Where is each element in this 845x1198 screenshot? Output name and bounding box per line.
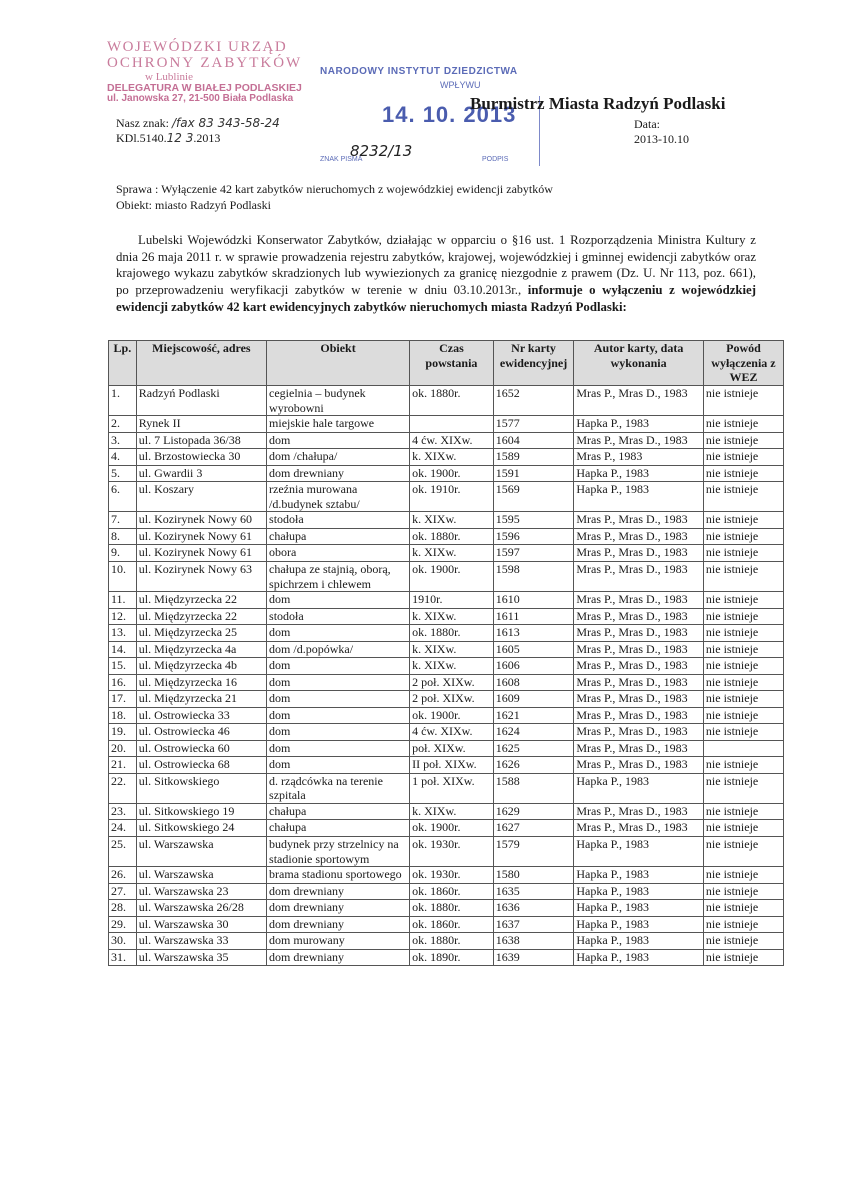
cell-lp: 11. — [109, 592, 137, 609]
cell-time: ok. 1880r. — [410, 625, 494, 642]
cell-author: Mras P., Mras D., 1983 — [574, 691, 704, 708]
received-stamp-footer — [320, 156, 508, 163]
cell-reason: nie istnieje — [703, 900, 783, 917]
cell-reason: nie istnieje — [703, 883, 783, 900]
table-row — [109, 625, 784, 642]
cell-address: ul. Ostrowiecka 33 — [136, 707, 266, 724]
cell-author: Mras P., Mras D., 1983 — [574, 432, 704, 449]
cell-time: ok. 1900r. — [410, 820, 494, 837]
date-label: Data: — [634, 117, 660, 131]
table-header-row — [109, 341, 784, 386]
cell-object: dom — [267, 724, 410, 741]
cell-card-number: 1605 — [493, 641, 574, 658]
cell-reason: nie istnieje — [703, 432, 783, 449]
cell-time: 1910r. — [410, 592, 494, 609]
cell-time: ok. 1860r. — [410, 883, 494, 900]
cell-reason: nie istnieje — [703, 608, 783, 625]
cell-reason: nie istnieje — [703, 803, 783, 820]
cell-reason: nie istnieje — [703, 691, 783, 708]
subject-line: Sprawa : Wyłączenie 42 kart zabytków nieruchomych z wojewódzkiej ewidencji zabytków — [116, 182, 553, 196]
table-row — [109, 545, 784, 562]
cell-author: Mras P., Mras D., 1983 — [574, 592, 704, 609]
cell-lp: 20. — [109, 740, 137, 757]
cell-lp: 3. — [109, 432, 137, 449]
our-reference-value: /fax 83 343-58-24 — [171, 116, 280, 130]
cell-reason: nie istnieje — [703, 561, 783, 591]
cell-address: ul. Międzyrzecka 4a — [136, 641, 266, 658]
cell-author: Hapka P., 1983 — [574, 867, 704, 884]
table-row — [109, 773, 784, 803]
cell-object: dom drewniany — [267, 883, 410, 900]
cell-object: rzeźnia murowana /d.budynek sztabu/ — [267, 482, 410, 512]
cell-lp: 8. — [109, 528, 137, 545]
table-row — [109, 916, 784, 933]
cell-reason: nie istnieje — [703, 416, 783, 433]
case-handwritten: 12 3 — [166, 131, 194, 145]
header-author: Autor karty, data wykonania — [574, 341, 704, 386]
cell-object: stodoła — [267, 512, 410, 529]
case-number — [116, 131, 280, 146]
cell-lp: 29. — [109, 916, 137, 933]
cell-object: dom drewniany — [267, 949, 410, 966]
cell-lp: 19. — [109, 724, 137, 741]
cell-author: Mras P., Mras D., 1983 — [574, 658, 704, 675]
cell-lp: 23. — [109, 803, 137, 820]
cell-author: Mras P., Mras D., 1983 — [574, 561, 704, 591]
reference-block — [116, 116, 280, 146]
cell-lp: 27. — [109, 883, 137, 900]
table-row — [109, 449, 784, 466]
cell-lp: 12. — [109, 608, 137, 625]
cell-reason: nie istnieje — [703, 933, 783, 950]
cell-lp: 25. — [109, 836, 137, 866]
cell-address: ul. Ostrowiecka 46 — [136, 724, 266, 741]
cell-author: Mras P., Mras D., 1983 — [574, 641, 704, 658]
cell-lp: 16. — [109, 674, 137, 691]
cell-time: 1 poł. XIXw. — [410, 773, 494, 803]
cell-reason: nie istnieje — [703, 512, 783, 529]
cell-reason: nie istnieje — [703, 674, 783, 691]
cell-reason: nie istnieje — [703, 528, 783, 545]
cell-address: Radzyń Podlaski — [136, 385, 266, 415]
cell-card-number: 1569 — [493, 482, 574, 512]
cell-card-number: 1591 — [493, 465, 574, 482]
cell-reason: nie istnieje — [703, 707, 783, 724]
office-stamp — [107, 40, 337, 105]
table-row — [109, 707, 784, 724]
cell-time: ok. 1900r. — [410, 707, 494, 724]
cell-time: 4 ćw. XIXw. — [410, 432, 494, 449]
header-card-number: Nr karty ewidencyjnej — [493, 341, 574, 386]
subject-block — [116, 182, 553, 213]
cell-reason: nie istnieje — [703, 465, 783, 482]
cell-author: Mras P., Mras D., 1983 — [574, 803, 704, 820]
cell-reason: nie istnieje — [703, 641, 783, 658]
table-row — [109, 608, 784, 625]
cell-address: ul. Kozirynek Nowy 63 — [136, 561, 266, 591]
table-row — [109, 592, 784, 609]
table-row — [109, 867, 784, 884]
cell-object: dom /chałupa/ — [267, 449, 410, 466]
cell-time: ok. 1880r. — [410, 528, 494, 545]
cell-address: ul. Warszawska 26/28 — [136, 900, 266, 917]
cell-object: dom — [267, 757, 410, 774]
case-prefix: KDl.5140. — [116, 131, 167, 145]
cell-lp: 2. — [109, 416, 137, 433]
cell-object: dom drewniany — [267, 465, 410, 482]
cell-object: dom /d.popówka/ — [267, 641, 410, 658]
cell-card-number: 1638 — [493, 933, 574, 950]
cell-object: dom — [267, 432, 410, 449]
cell-lp: 15. — [109, 658, 137, 675]
cell-time: k. XIXw. — [410, 449, 494, 466]
stamp-line-3: w Lublinie — [145, 70, 193, 83]
date-value: 2013-10.10 — [634, 132, 689, 146]
table-row — [109, 465, 784, 482]
table-row — [109, 658, 784, 675]
cell-card-number: 1595 — [493, 512, 574, 529]
cell-card-number: 1598 — [493, 561, 574, 591]
cell-lp: 13. — [109, 625, 137, 642]
received-date: 14. 10. 2013 — [382, 102, 517, 127]
cell-address: Rynek II — [136, 416, 266, 433]
table-row — [109, 691, 784, 708]
cell-reason: nie istnieje — [703, 658, 783, 675]
cell-reason: nie istnieje — [703, 867, 783, 884]
cell-author: Mras P., Mras D., 1983 — [574, 625, 704, 642]
cell-object: dom — [267, 707, 410, 724]
cell-address: ul. Ostrowiecka 68 — [136, 757, 266, 774]
body-text: Lubelski Wojewódzki Konserwator Zabytków, działając w opparciu o §16 ust. 1 Rozporządzenia Ministra Kultury z dnia 26 maja 2011 r. w sprawie prowadzenia rejestru zabytków, krajowej, wojewódzkiej i gminnej ewidencji zabytków oraz krajowego wykazu zabytków skradzionych lub wywiezionych za granicę niezgodnie z prawem (Dz. U. Nr 113, poz. 661), po przeprowadzeniu weryfikacji zabytków w terenie w dniu 03.10.2013r., — [116, 233, 756, 297]
table-row — [109, 820, 784, 837]
cell-object: miejskie hale targowe — [267, 416, 410, 433]
cell-lp: 26. — [109, 867, 137, 884]
cell-address: ul. Sitkowskiego — [136, 773, 266, 803]
cell-address: ul. Warszawska 33 — [136, 933, 266, 950]
cell-reason: nie istnieje — [703, 949, 783, 966]
table-row — [109, 949, 784, 966]
cell-address: ul. Międzyrzecka 22 — [136, 608, 266, 625]
received-stamp — [320, 56, 542, 172]
our-reference-label: Nasz znak: — [116, 116, 169, 130]
cell-author: Mras P., Mras D., 1983 — [574, 674, 704, 691]
cell-object: dom — [267, 592, 410, 609]
cell-address: ul. Międzyrzecka 16 — [136, 674, 266, 691]
cell-author: Hapka P., 1983 — [574, 465, 704, 482]
cell-card-number: 1580 — [493, 867, 574, 884]
cell-object: obora — [267, 545, 410, 562]
table-row — [109, 641, 784, 658]
cell-address: ul. Kozirynek Nowy 61 — [136, 545, 266, 562]
table-row — [109, 674, 784, 691]
case-suffix: .2013 — [193, 131, 221, 145]
cell-lp: 30. — [109, 933, 137, 950]
body-paragraph — [116, 232, 756, 315]
cell-address: ul. Warszawska — [136, 836, 266, 866]
cell-object: dom drewniany — [267, 900, 410, 917]
header-time: Czas powstania — [410, 341, 494, 386]
cell-author: Mras P., Mras D., 1983 — [574, 724, 704, 741]
cell-time: k. XIXw. — [410, 641, 494, 658]
cell-card-number: 1624 — [493, 724, 574, 741]
cell-address: ul. 7 Listopada 36/38 — [136, 432, 266, 449]
cell-author: Mras P., 1983 — [574, 449, 704, 466]
cell-address: ul. Gwardii 3 — [136, 465, 266, 482]
cell-address: ul. Międzyrzecka 21 — [136, 691, 266, 708]
cell-time: k. XIXw. — [410, 658, 494, 675]
table-row — [109, 528, 784, 545]
cell-author: Mras P., Mras D., 1983 — [574, 385, 704, 415]
cell-time — [410, 416, 494, 433]
cell-object: dom — [267, 625, 410, 642]
header-object: Obiekt — [267, 341, 410, 386]
cell-reason: nie istnieje — [703, 724, 783, 741]
cell-time: poł. XIXw. — [410, 740, 494, 757]
cell-lp: 24. — [109, 820, 137, 837]
table-row — [109, 512, 784, 529]
cell-lp: 10. — [109, 561, 137, 591]
cell-time: ok. 1880r. — [410, 900, 494, 917]
stamp-line-5: ul. Janowska 27, 21-500 Biała Podlaska — [107, 93, 294, 105]
cell-time: k. XIXw. — [410, 512, 494, 529]
cell-card-number: 1608 — [493, 674, 574, 691]
cell-lp: 28. — [109, 900, 137, 917]
cell-lp: 5. — [109, 465, 137, 482]
cell-time: ok. 1880r. — [410, 933, 494, 950]
cell-card-number: 1577 — [493, 416, 574, 433]
cell-object: dom — [267, 658, 410, 675]
cell-address: ul. Warszawska — [136, 867, 266, 884]
cell-reason — [703, 740, 783, 757]
cell-address: ul. Sitkowskiego 24 — [136, 820, 266, 837]
cell-time: ok. 1900r. — [410, 561, 494, 591]
cell-card-number: 1626 — [493, 757, 574, 774]
cell-author: Mras P., Mras D., 1983 — [574, 740, 704, 757]
cell-reason: nie istnieje — [703, 449, 783, 466]
table-row — [109, 900, 784, 917]
cell-card-number: 1637 — [493, 916, 574, 933]
cell-author: Hapka P., 1983 — [574, 949, 704, 966]
cell-lp: 22. — [109, 773, 137, 803]
cell-author: Mras P., Mras D., 1983 — [574, 757, 704, 774]
cell-lp: 7. — [109, 512, 137, 529]
cell-author: Mras P., Mras D., 1983 — [574, 512, 704, 529]
cell-address: ul. Międzyrzecka 25 — [136, 625, 266, 642]
cell-lp: 17. — [109, 691, 137, 708]
cell-object: dom — [267, 674, 410, 691]
cell-card-number: 1613 — [493, 625, 574, 642]
cell-card-number: 1652 — [493, 385, 574, 415]
cell-card-number: 1609 — [493, 691, 574, 708]
cell-time: ok. 1890r. — [410, 949, 494, 966]
table-row — [109, 482, 784, 512]
cell-reason: nie istnieje — [703, 820, 783, 837]
header-reason: Powód wyłączenia z WEZ — [703, 341, 783, 386]
cell-author: Hapka P., 1983 — [574, 836, 704, 866]
cell-card-number: 1604 — [493, 432, 574, 449]
monuments-table — [108, 340, 784, 966]
stamp-line-2: OCHRONY ZABYTKÓW — [107, 54, 303, 71]
table-row — [109, 836, 784, 866]
table-row — [109, 740, 784, 757]
cell-object: cegielnia – budynek wyrobowni — [267, 385, 410, 415]
cell-object: d. rządcówka na terenie szpitala — [267, 773, 410, 803]
cell-card-number: 1611 — [493, 608, 574, 625]
cell-address: ul. Kozirynek Nowy 60 — [136, 512, 266, 529]
table-row — [109, 385, 784, 415]
cell-reason: nie istnieje — [703, 836, 783, 866]
recipient: Burmistrz Miasta Radzyń Podlaski — [470, 94, 726, 113]
cell-author: Mras P., Mras D., 1983 — [574, 820, 704, 837]
table-row — [109, 561, 784, 591]
cell-object: budynek przy strzelnicy na stadionie sportowym — [267, 836, 410, 866]
cell-author: Hapka P., 1983 — [574, 482, 704, 512]
cell-card-number: 1597 — [493, 545, 574, 562]
table-row — [109, 416, 784, 433]
cell-time: k. XIXw. — [410, 803, 494, 820]
cell-reason: nie istnieje — [703, 385, 783, 415]
cell-card-number: 1629 — [493, 803, 574, 820]
received-stamp-subheader: WPŁYWU — [440, 80, 481, 90]
cell-author: Hapka P., 1983 — [574, 900, 704, 917]
cell-time: ok. 1930r. — [410, 836, 494, 866]
cell-time: 4 ćw. XIXw. — [410, 724, 494, 741]
cell-lp: 9. — [109, 545, 137, 562]
cell-time: ok. 1900r. — [410, 465, 494, 482]
cell-object: dom drewniany — [267, 916, 410, 933]
table-row — [109, 933, 784, 950]
cell-author: Hapka P., 1983 — [574, 883, 704, 900]
cell-card-number: 1639 — [493, 949, 574, 966]
table-row — [109, 803, 784, 820]
cell-lp: 21. — [109, 757, 137, 774]
cell-author: Hapka P., 1983 — [574, 933, 704, 950]
cell-card-number: 1635 — [493, 883, 574, 900]
header-lp: Lp. — [109, 341, 137, 386]
cell-card-number: 1627 — [493, 820, 574, 837]
cell-object: stodoła — [267, 608, 410, 625]
cell-card-number: 1588 — [493, 773, 574, 803]
cell-author: Hapka P., 1983 — [574, 773, 704, 803]
received-signature-label: PODPIS — [481, 156, 509, 163]
cell-time: 2 poł. XIXw. — [410, 691, 494, 708]
stamp-line-4: DELEGATURA W BIAŁEJ PODLASKIEJ — [107, 82, 302, 95]
cell-lp: 4. — [109, 449, 137, 466]
received-stamp-header: NARODOWY INSTYTUT DZIEDZICTWA — [320, 66, 518, 77]
cell-author: Mras P., Mras D., 1983 — [574, 608, 704, 625]
cell-lp: 18. — [109, 707, 137, 724]
cell-address: ul. Brzostowiecka 30 — [136, 449, 266, 466]
cell-reason: nie istnieje — [703, 773, 783, 803]
cell-address: ul. Międzyrzecka 4b — [136, 658, 266, 675]
cell-reason: nie istnieje — [703, 916, 783, 933]
received-znak-label: ZNAK PISMA — [320, 156, 363, 163]
cell-author: Hapka P., 1983 — [574, 416, 704, 433]
cell-time: ok. 1930r. — [410, 867, 494, 884]
header-address: Miejscowość, adres — [136, 341, 266, 386]
cell-address: ul. Kozirynek Nowy 61 — [136, 528, 266, 545]
stamp-line-1: WOJEWÓDZKI URZĄD — [107, 39, 288, 55]
cell-card-number: 1610 — [493, 592, 574, 609]
cell-lp: 1. — [109, 385, 137, 415]
cell-lp: 14. — [109, 641, 137, 658]
cell-reason: nie istnieje — [703, 757, 783, 774]
cell-object: dom — [267, 740, 410, 757]
cell-time: 2 poł. XIXw. — [410, 674, 494, 691]
cell-author: Hapka P., 1983 — [574, 916, 704, 933]
cell-author: Mras P., Mras D., 1983 — [574, 528, 704, 545]
cell-reason: nie istnieje — [703, 545, 783, 562]
cell-reason: nie istnieje — [703, 625, 783, 642]
cell-address: ul. Ostrowiecka 60 — [136, 740, 266, 757]
received-hand-number: 8232/13 — [350, 142, 413, 160]
table-row — [109, 432, 784, 449]
cell-address: ul. Sitkowskiego 19 — [136, 803, 266, 820]
cell-object: brama stadionu sportowego — [267, 867, 410, 884]
cell-time: ok. 1860r. — [410, 916, 494, 933]
cell-reason: nie istnieje — [703, 482, 783, 512]
cell-time: ok. 1910r. — [410, 482, 494, 512]
body-bold-text: informuje o wyłączeniu z wojewódzkiej ewidencji zabytków 42 kart ewidencyjnych zabytków nieruchomych miasta Radzyń Podlaski: — [116, 282, 756, 314]
cell-object: dom murowany — [267, 933, 410, 950]
cell-card-number: 1589 — [493, 449, 574, 466]
cell-object: chałupa — [267, 820, 410, 837]
cell-card-number: 1596 — [493, 528, 574, 545]
cell-address: ul. Koszary — [136, 482, 266, 512]
cell-object: chałupa ze stajnią, oborą, spichrzem i chlewem — [267, 561, 410, 591]
cell-address: ul. Warszawska 23 — [136, 883, 266, 900]
cell-address: ul. Warszawska 30 — [136, 916, 266, 933]
cell-author: Mras P., Mras D., 1983 — [574, 707, 704, 724]
cell-author: Mras P., Mras D., 1983 — [574, 545, 704, 562]
our-reference — [116, 116, 280, 131]
cell-time: k. XIXw. — [410, 545, 494, 562]
cell-time: k. XIXw. — [410, 608, 494, 625]
cell-time: ok. 1880r. — [410, 385, 494, 415]
cell-card-number: 1606 — [493, 658, 574, 675]
cell-card-number: 1625 — [493, 740, 574, 757]
cell-lp: 6. — [109, 482, 137, 512]
cell-address: ul. Międzyrzecka 22 — [136, 592, 266, 609]
table-row — [109, 757, 784, 774]
cell-card-number: 1579 — [493, 836, 574, 866]
cell-reason: nie istnieje — [703, 592, 783, 609]
cell-object: dom — [267, 691, 410, 708]
cell-address: ul. Warszawska 35 — [136, 949, 266, 966]
table-row — [109, 724, 784, 741]
cell-card-number: 1621 — [493, 707, 574, 724]
cell-card-number: 1636 — [493, 900, 574, 917]
cell-object: chałupa — [267, 803, 410, 820]
cell-lp: 31. — [109, 949, 137, 966]
table-row — [109, 883, 784, 900]
cell-time: II poł. XIXw. — [410, 757, 494, 774]
object-line: Obiekt: miasto Radzyń Podlaski — [116, 197, 271, 212]
cell-object: chałupa — [267, 528, 410, 545]
